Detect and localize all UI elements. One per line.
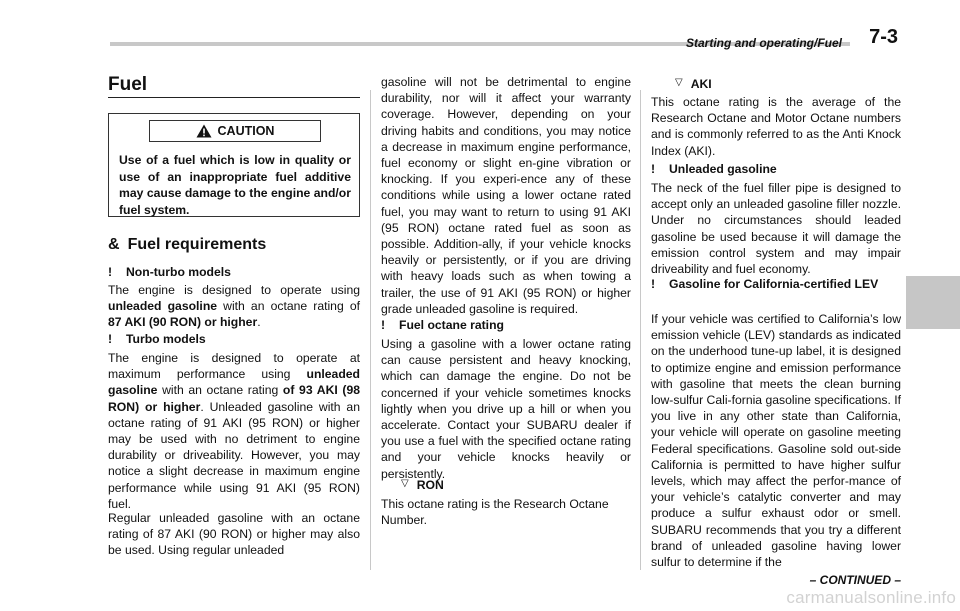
subsection-marker-icon: &: [108, 236, 120, 253]
regular-paragraph: Regular unleaded gasoline with an octane rating of 87 AKI (90 RON) or higher may also be used. Using regular unleaded: [108, 511, 360, 558]
warning-triangle-icon: [196, 124, 212, 138]
section-title: Fuel: [108, 74, 148, 95]
caution-text: Use of a fuel which is low in quality or use of an inappropriate fuel additive may cause damage to the engine and/or fuel system.: [119, 153, 351, 217]
california-heading-label: Gasoline for California-certified LEV: [669, 277, 879, 291]
ron-heading: [401, 478, 444, 492]
caution-box: [108, 113, 360, 217]
octane-heading-label: Fuel octane rating: [399, 318, 504, 332]
aki-heading: [675, 77, 712, 91]
ron-paragraph: This octane rating is the Research Octane Number.: [381, 497, 609, 528]
aki-heading-label: AKI: [690, 77, 712, 91]
octane-heading: [381, 318, 504, 332]
bullet-icon: !: [651, 162, 656, 176]
aki-paragraph: This octane rating is the average of the Research Octane and Motor Octane numbers and is commonly referred to as the Anti Knock Index (AKI).: [651, 95, 901, 158]
unleaded-heading: [651, 162, 777, 176]
section-title-rule: [108, 97, 360, 98]
unleaded-paragraph: The neck of the fuel filler pipe is designed to accept only an unleaded gasoline filler nozzle. Under no circumstances should leaded gasoline be used because it will damage the emission control system and may impair driveability and fuel economy.: [651, 181, 901, 277]
octane-paragraph: Using a gasoline with a lower octane rating can cause persistent and heavy knocking, which can damage the engine. Do not be concerned if your vehicle sometimes knocks lightly when you drive up a hill or when you accelerate. Contact your SUBARU dealer if you use a fuel with the specified octane rating and your vehicle knocks heavily or persistently.: [381, 337, 631, 481]
watermark: carmanualsonline.info: [786, 588, 956, 607]
subsection-heading: [108, 236, 266, 254]
continued-paragraph: gasoline will not be detrimental to engine durability, nor will it affect your warranty coverage. However, depending on your driving habits and conditions, you may notice a decrease in maximum engine performance, fuel economy or slight en-gine vibration or knocking. If you experi-ence any of these conditions while using a lower octane rated fuel, you may want to return to using 91 AKI (95 RON) octane rated fuel as soon as possible. Addition-ally, if your vehicle knocks heavily or persistently, or if you are driving with heavy loads such as when towing a trailer, the use of 91 AKI (95 RON) or higher grade unleaded gasoline is required.: [381, 75, 631, 316]
bullet-icon: !: [381, 318, 386, 332]
california-heading: [651, 277, 901, 293]
column-divider: [370, 90, 371, 570]
nonturbo-heading-label: Non-turbo models: [126, 265, 231, 279]
page-number: 7-3: [869, 26, 898, 48]
chapter-side-tab: [906, 276, 960, 329]
ron-heading-label: RON: [416, 478, 444, 492]
nonturbo-paragraph: The engine is designed to operate using unleaded gasoline with an octane rating of 87 AKI (90 RON) or higher.: [108, 283, 361, 330]
header-section-title: Starting and operating/Fuel: [685, 36, 842, 50]
turbo-heading-label: Turbo models: [126, 332, 206, 346]
subsection-title: Fuel requirements: [127, 236, 267, 253]
bullet-icon: !: [108, 265, 113, 279]
nonturbo-heading: [108, 265, 231, 279]
turbo-paragraph: The engine is designed to operate at maximum performance using unleaded gasoline with an octane rating of 93 AKI (98 RON) or higher. Unleaded gasoline with an octane rating of 91 AKI (95 RON) or higher may be used with no detriment to engine durability or driveability. However, you may notice a slight decrease in maximum engine performance while using 91 AKI (95 RON) fuel.: [108, 351, 360, 511]
caution-header: [149, 120, 321, 142]
triangle-bullet-icon: ▽: [675, 77, 683, 88]
bullet-icon: !: [651, 277, 656, 291]
bullet-icon: !: [108, 332, 113, 346]
turbo-heading: [108, 332, 206, 346]
triangle-bullet-icon: ▽: [401, 478, 409, 489]
california-paragraph: If your vehicle was certified to California’s low emission vehicle (LEV) standards as indicated on the underhood tune-up label, it is designed to optimize engine and emission performance with gasoline that meets the clean burning low-sulfur Cali-fornia gasoline specifications. If you live in any other state than California, your vehicle will operate on gasoline meeting Federal specifications. Gasoline sold out-side California is permitted to have higher sulfur levels, which may affect the perfor-mance of your vehicle’s catalytic converter and may produce a sulfur exhaust odor or smell. SUBARU recommends that you try a different brand of unleaded gasoline having lower sulfur to determine if the: [651, 312, 901, 570]
caution-label: CAUTION: [217, 124, 275, 138]
continued-marker: – CONTINUED –: [809, 573, 901, 587]
column-divider: [640, 90, 641, 570]
unleaded-heading-label: Unleaded gasoline: [669, 162, 777, 176]
